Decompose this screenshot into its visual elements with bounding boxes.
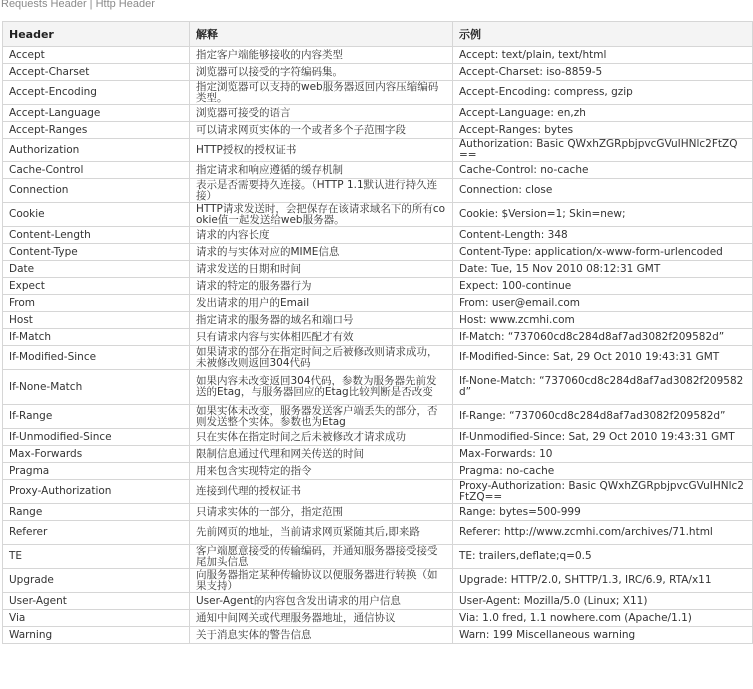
column-header-description: 解释 [190,22,453,47]
table-row [3,244,753,261]
header-name-cell: Referer [3,521,190,545]
header-name-cell: Accept-Encoding [3,81,190,105]
header-name-cell: If-Modified-Since [3,346,190,370]
example-cell: Accept-Ranges: bytes [453,122,753,139]
example-cell: If-None-Match: “737060cd8c284d8af7ad3082f209582d” [453,370,753,405]
table-row [3,545,753,569]
description-cell: 请求发送的日期和时间 [190,261,453,278]
example-cell: Date: Tue, 15 Nov 2010 08:12:31 GMT [453,261,753,278]
description-cell: 连接到代理的授权证书 [190,480,453,504]
header-name-cell: From [3,295,190,312]
example-cell: Range: bytes=500-999 [453,504,753,521]
description-cell: 只有请求内容与实体相匹配才有效 [190,329,453,346]
description-cell: 关于消息实体的警告信息 [190,627,453,644]
header-name-cell: Accept-Language [3,105,190,122]
table-row [3,329,753,346]
table-row [3,105,753,122]
header-name-cell: TE [3,545,190,569]
example-cell: Accept: text/plain, text/html [453,47,753,64]
description-cell: 如果内容未改变返回304代码，参数为服务器先前发送的Etag，与服务器回应的Etag比较判断是否改变 [190,370,453,405]
table-row [3,122,753,139]
example-cell: If-Range: “737060cd8c284d8af7ad3082f209582d” [453,405,753,429]
table-row [3,203,753,227]
header-name-cell: Range [3,504,190,521]
table-row [3,47,753,64]
example-cell: Referer: http://www.zcmhi.com/archives/71.html [453,521,753,545]
header-name-cell: Expect [3,278,190,295]
description-cell: HTTP授权的授权证书 [190,139,453,162]
example-cell: Content-Type: application/x-www-form-urlencoded [453,244,753,261]
description-cell: User-Agent的内容包含发出请求的用户信息 [190,593,453,610]
header-name-cell: Accept-Charset [3,64,190,81]
header-name-cell: Cache-Control [3,162,190,179]
header-name-cell: Authorization [3,139,190,162]
header-name-cell: Proxy-Authorization [3,480,190,504]
example-cell: Via: 1.0 fred, 1.1 nowhere.com (Apache/1.1) [453,610,753,627]
example-cell: TE: trailers,deflate;q=0.5 [453,545,753,569]
table-row [3,521,753,545]
table-row [3,162,753,179]
table-row [3,480,753,504]
header-name-cell: If-Range [3,405,190,429]
example-cell: If-Unmodified-Since: Sat, 29 Oct 2010 19:43:31 GMT [453,429,753,446]
example-cell: If-Match: “737060cd8c284d8af7ad3082f209582d” [453,329,753,346]
table-row [3,312,753,329]
example-cell: Cache-Control: no-cache [453,162,753,179]
example-cell: Accept-Charset: iso-8859-5 [453,64,753,81]
description-cell: 浏览器可以接受的字符编码集。 [190,64,453,81]
table-row [3,295,753,312]
table-row [3,227,753,244]
description-cell: 指定请求的服务器的域名和端口号 [190,312,453,329]
header-name-cell: Date [3,261,190,278]
table-row [3,139,753,162]
table-row [3,569,753,593]
example-cell: Expect: 100-continue [453,278,753,295]
column-header-example: 示例 [453,22,753,47]
header-name-cell: If-Match [3,329,190,346]
table-row [3,370,753,405]
example-cell: From: user@email.com [453,295,753,312]
description-cell: 请求的内容长度 [190,227,453,244]
header-name-cell: Max-Forwards [3,446,190,463]
example-cell: Host: www.zcmhi.com [453,312,753,329]
header-name-cell: Accept-Ranges [3,122,190,139]
table-row [3,179,753,203]
example-cell: Cookie: $Version=1; Skin=new; [453,203,753,227]
description-cell: 可以请求网页实体的一个或者多个子范围字段 [190,122,453,139]
example-cell: Accept-Encoding: compress, gzip [453,81,753,105]
description-cell: 请求的与实体对应的MIME信息 [190,244,453,261]
description-cell: 请求的特定的服务器行为 [190,278,453,295]
description-cell: 如果实体未改变，服务器发送客户端丢失的部分，否则发送整个实体。参数也为Etag [190,405,453,429]
example-cell: Content-Length: 348 [453,227,753,244]
header-name-cell: Content-Type [3,244,190,261]
table-header-row [3,22,753,47]
description-cell: 向服务器指定某种传输协议以便服务器进行转换（如果支持） [190,569,453,593]
table-row [3,504,753,521]
description-cell: 发出请求的用户的Email [190,295,453,312]
column-header-header: Header [3,22,190,47]
header-name-cell: Warning [3,627,190,644]
table-row [3,446,753,463]
description-cell: 通知中间网关或代理服务器地址，通信协议 [190,610,453,627]
header-name-cell: Host [3,312,190,329]
header-name-cell: Upgrade [3,569,190,593]
page-title: Requests Header | Http Header [1,0,155,10]
table-row [3,261,753,278]
header-name-cell: Via [3,610,190,627]
example-cell: Upgrade: HTTP/2.0, SHTTP/1.3, IRC/6.9, RTA/x11 [453,569,753,593]
example-cell: Authorization: Basic QWxhZGRpbjpvcGVuIHNlc2FtZQ== [453,139,753,162]
header-name-cell: Cookie [3,203,190,227]
http-header-table [2,21,753,644]
description-cell: 限制信息通过代理和网关传送的时间 [190,446,453,463]
description-cell: 指定请求和响应遵循的缓存机制 [190,162,453,179]
example-cell: Pragma: no-cache [453,463,753,480]
header-name-cell: If-Unmodified-Since [3,429,190,446]
description-cell: 指定浏览器可以支持的web服务器返回内容压缩编码类型。 [190,81,453,105]
example-cell: Accept-Language: en,zh [453,105,753,122]
example-cell: If-Modified-Since: Sat, 29 Oct 2010 19:43:31 GMT [453,346,753,370]
header-name-cell: User-Agent [3,593,190,610]
example-cell: Warn: 199 Miscellaneous warning [453,627,753,644]
table-row [3,593,753,610]
description-cell: 如果请求的部分在指定时间之后被修改则请求成功，未被修改则返回304代码 [190,346,453,370]
table-row [3,463,753,480]
example-cell: Connection: close [453,179,753,203]
description-cell: 客户端愿意接受的传输编码，并通知服务器接受接受尾加头信息 [190,545,453,569]
description-cell: 只请求实体的一部分，指定范围 [190,504,453,521]
description-cell: HTTP请求发送时，会把保存在该请求域名下的所有cookie值一起发送给web服务器。 [190,203,453,227]
header-name-cell: Content-Length [3,227,190,244]
table-row [3,278,753,295]
example-cell: Max-Forwards: 10 [453,446,753,463]
description-cell: 先前网页的地址，当前请求网页紧随其后,即来路 [190,521,453,545]
header-name-cell: If-None-Match [3,370,190,405]
table-row [3,429,753,446]
table-row [3,610,753,627]
header-name-cell: Connection [3,179,190,203]
description-cell: 只在实体在指定时间之后未被修改才请求成功 [190,429,453,446]
example-cell: Proxy-Authorization: Basic QWxhZGRpbjpvcGVuIHNlc2FtZQ== [453,480,753,504]
description-cell: 指定客户端能够接收的内容类型 [190,47,453,64]
description-cell: 用来包含实现特定的指令 [190,463,453,480]
header-name-cell: Pragma [3,463,190,480]
table-row [3,405,753,429]
example-cell: User-Agent: Mozilla/5.0 (Linux; X11) [453,593,753,610]
header-name-cell: Accept [3,47,190,64]
description-cell: 浏览器可接受的语言 [190,105,453,122]
description-cell: 表示是否需要持久连接。（HTTP 1.1默认进行持久连接） [190,179,453,203]
table-row [3,64,753,81]
table-row [3,346,753,370]
table-row [3,81,753,105]
table-row [3,627,753,644]
